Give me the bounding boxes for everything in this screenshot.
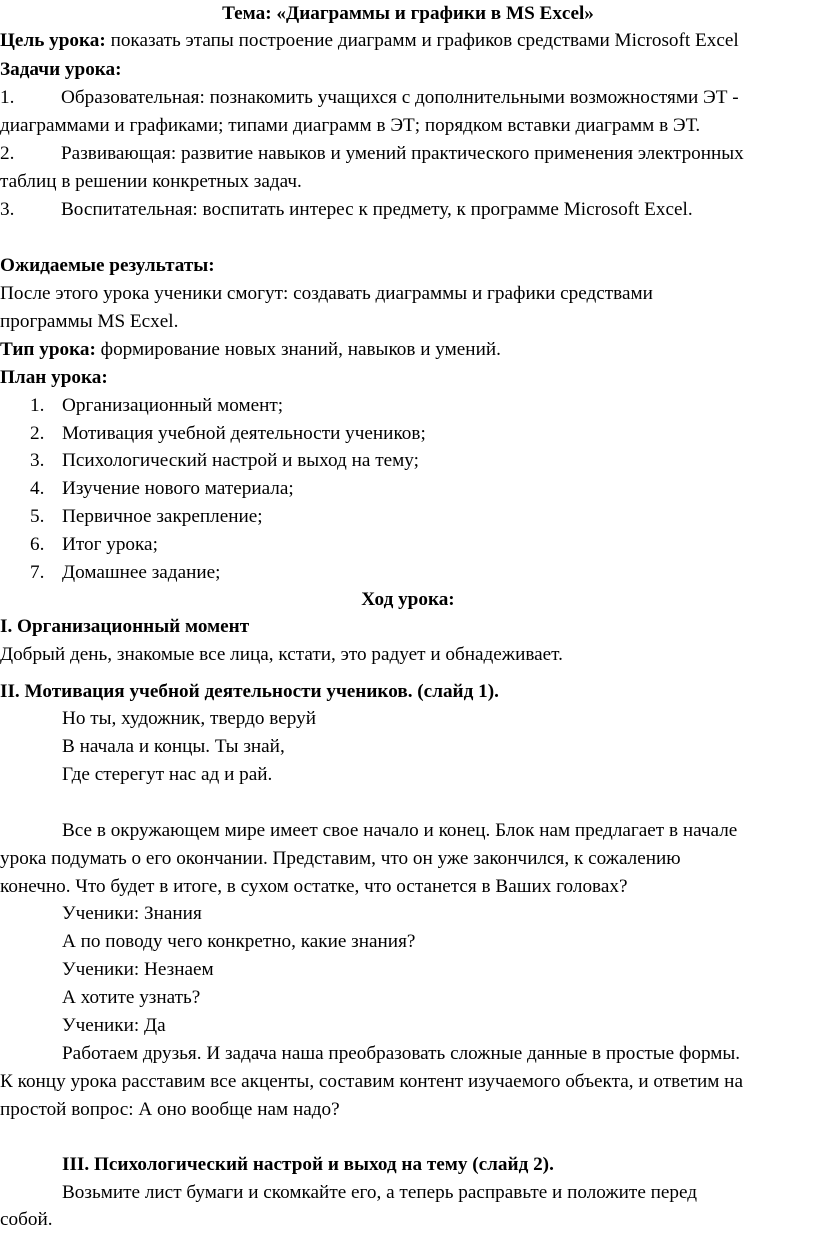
section-1-text: Добрый день, знакомые все лица, кстати, это радует и обнадеживает. — [0, 644, 563, 665]
results-heading: Ожидаемые результаты: — [0, 255, 215, 276]
task-item-2: 2. Развивающая: развитие навыков и умений практического применения электронных — [0, 143, 744, 164]
task-item-1-continued: диаграммами и графиками; типами диаграмм в ЭТ; порядком вставки диаграмм в ЭТ. — [0, 115, 701, 136]
dialog-line: А по поводу чего конкретно, какие знания? — [62, 931, 416, 952]
dialog-line: Ученики: Незнаем — [62, 959, 214, 980]
plan-item: 4. Изучение нового материала; — [30, 478, 294, 499]
plan-item: 6. Итог урока; — [30, 534, 158, 555]
task-item-3: 3. Воспитательная: воспитать интерес к предмету, к программе Microsoft Excel. — [0, 199, 693, 220]
section-1-heading: I. Организационный момент — [0, 616, 250, 637]
plan-item: 2. Мотивация учебной деятельности учеников; — [30, 423, 426, 444]
paragraph-line: Возьмите лист бумаги и скомкайте его, а теперь расправьте и положите перед — [62, 1182, 698, 1203]
paragraph-line: конечно. Что будет в итоге, в сухом остатке, что останется в Ваших головах? — [0, 876, 628, 897]
section-3-heading: III. Психологический настрой и выход на тему (слайд 2). — [62, 1154, 554, 1175]
paragraph-line: Все в окружающем мире имеет свое начало и конец. Блок нам предлагает в начале — [62, 820, 738, 841]
plan-item: 3. Психологический настрой и выход на тему; — [30, 450, 419, 471]
paragraph-line: Работаем друзья. И задача наша преобразовать сложные данные в простые формы. — [62, 1043, 741, 1064]
dialog-line: Ученики: Да — [62, 1015, 166, 1036]
lesson-goal: Цель урока: показать этапы построение диаграмм и графиков средствами Microsoft Excel — [0, 30, 739, 51]
paragraph-line: урока подумать о его окончании. Представим, что он уже закончился, к сожалению — [0, 848, 681, 869]
plan-item: 5. Первичное закрепление; — [30, 506, 263, 527]
course-heading: Ход урока: — [361, 589, 455, 610]
paragraph-line: К концу урока расставим все акценты, составим контент изучаемого объекта, и ответим на — [0, 1071, 743, 1092]
task-item-2-continued: таблиц в решении конкретных задач. — [0, 171, 302, 192]
poem-line: В начала и концы. Ты знай, — [62, 736, 285, 757]
results-line-1: После этого урока ученики смогут: создавать диаграммы и графики средствами — [0, 283, 653, 304]
tasks-heading: Задачи урока: — [0, 59, 122, 80]
section-2-heading: II. Мотивация учебной деятельности учеников. (слайд 1). — [0, 681, 499, 702]
poem-line: Где стерегут нас ад и рай. — [62, 764, 273, 785]
dialog-line: А хотите узнать? — [62, 987, 201, 1008]
paragraph-line: простой вопрос: А оно вообще нам надо? — [0, 1099, 340, 1120]
plan-item: 7. Домашнее задание; — [30, 562, 221, 583]
plan-item: 1. Организационный момент; — [30, 395, 284, 416]
results-line-2: программы MS Ecxel. — [0, 311, 179, 332]
task-item-1: 1. Образовательная: познакомить учащихся с дополнительными возможностями ЭТ - — [0, 87, 739, 108]
paragraph-line: собой. — [0, 1209, 53, 1230]
lesson-type: Тип урока: формирование новых знаний, навыков и умений. — [0, 339, 501, 360]
page-title: Тема: «Диаграммы и графики в MS Excel» — [222, 3, 594, 24]
plan-heading: План урока: — [0, 367, 108, 388]
poem-line: Но ты, художник, твердо веруй — [62, 708, 316, 729]
dialog-line: Ученики: Знания — [62, 903, 202, 924]
